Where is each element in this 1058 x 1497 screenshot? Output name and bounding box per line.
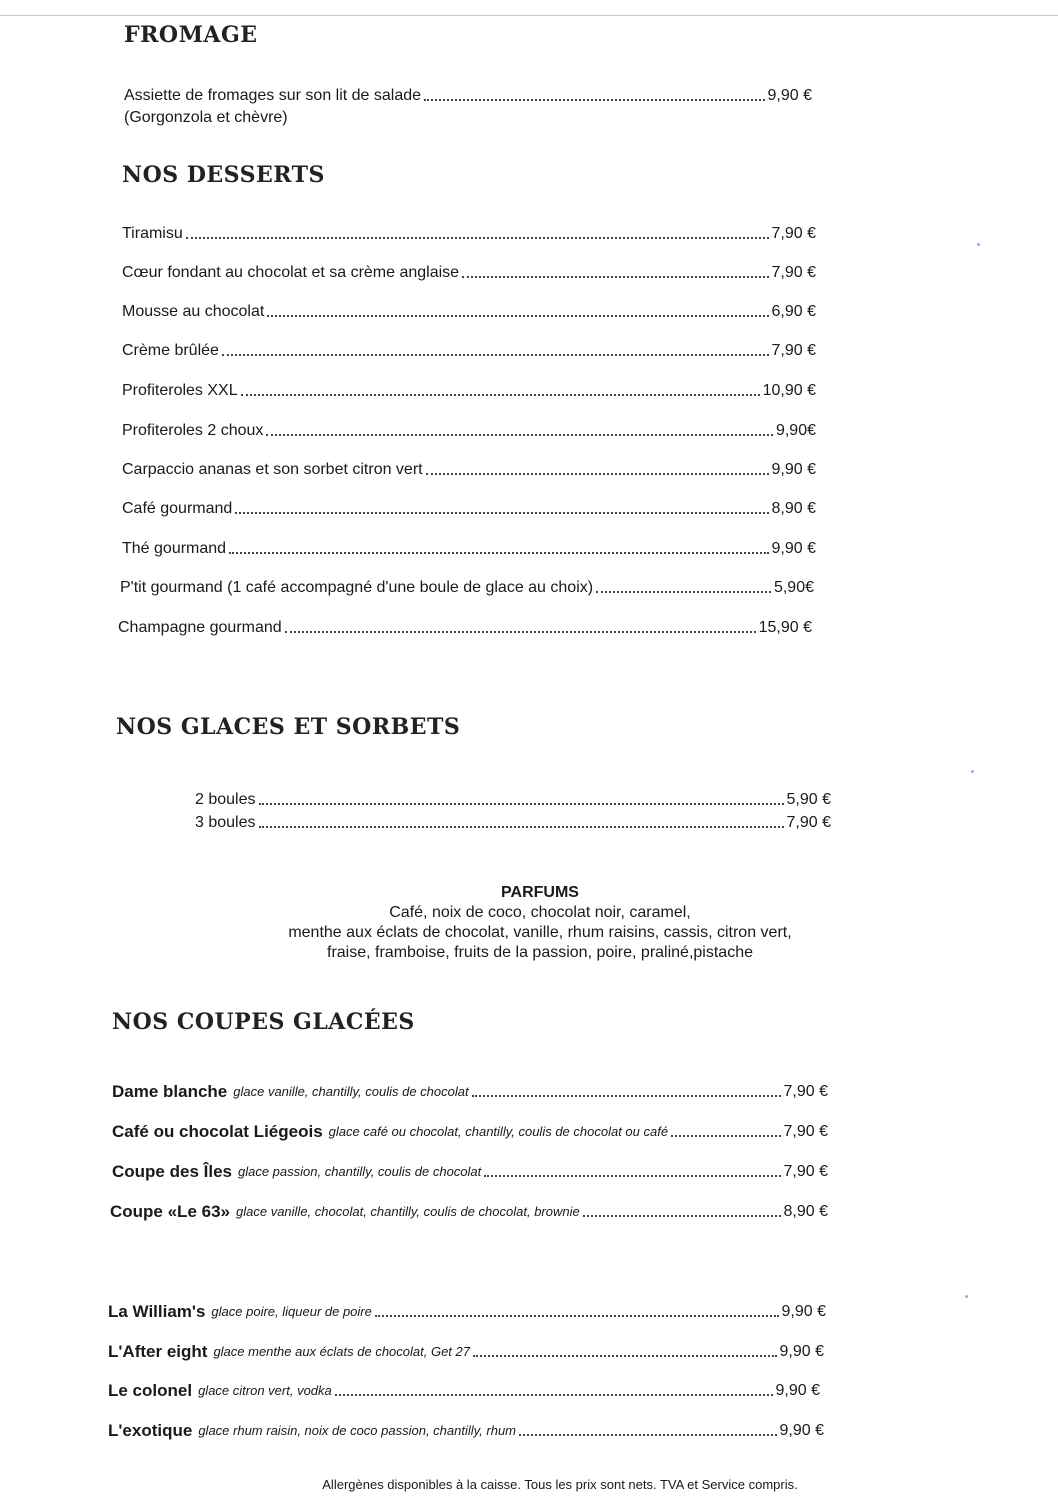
leader-dots <box>426 473 769 475</box>
item-name: Coupe «Le 63» <box>110 1202 230 1221</box>
leader-dots <box>285 631 756 633</box>
leader-dots <box>375 1315 779 1317</box>
item-name: Champagne gourmand <box>118 619 282 636</box>
section-title-glaces: NOS GLACES ET SORBETS <box>116 714 461 740</box>
menu-item <box>122 381 816 401</box>
leader-dots <box>241 394 760 396</box>
menu-item <box>122 539 816 559</box>
item-price: 9,90 € <box>771 461 816 478</box>
item-description: glace vanille, chocolat, chantilly, coulis de chocolat, brownie <box>236 1204 580 1219</box>
menu-item <box>112 1122 828 1142</box>
item-name: Cœur fondant au chocolat et sa crème anglaise <box>122 264 460 281</box>
item-price: 9,90 € <box>781 1303 826 1320</box>
item-name: Coupe des Îles <box>112 1162 232 1181</box>
item-price: 15,90 € <box>758 619 812 636</box>
menu-item <box>108 1342 824 1362</box>
item-description: glace citron vert, vodka <box>198 1383 332 1398</box>
parfums-line: fraise, framboise, fruits de la passion, poire, praliné,pistache <box>327 944 753 961</box>
item-description: glace vanille, chantilly, coulis de chocolat <box>233 1084 469 1099</box>
item-price: 5,90€ <box>773 579 814 596</box>
item-description: glace café ou chocolat, chantilly, coulis de chocolat ou café <box>328 1124 669 1139</box>
item-price: 7,90 € <box>771 264 816 281</box>
item-name: La William's <box>108 1302 206 1321</box>
menu-item-3-boules <box>195 813 831 833</box>
menu-item <box>110 1202 828 1222</box>
item-price: 5,90 € <box>786 791 831 808</box>
leader-dots <box>259 826 784 828</box>
section-title-desserts: NOS DESSERTS <box>122 162 325 188</box>
item-description: glace poire, liqueur de poire <box>211 1304 372 1319</box>
item-price: 6,90 € <box>771 303 816 320</box>
item-name: 3 boules <box>195 814 256 831</box>
scan-speck <box>965 1295 968 1298</box>
parfums-line: menthe aux éclats de chocolat, vanille, rhum raisins, cassis, citron vert, <box>288 924 792 941</box>
item-description: glace rhum raisin, noix de coco passion, chantilly, rhum <box>198 1423 517 1438</box>
leader-dots <box>266 434 773 436</box>
section-title-fromage: FROMAGE <box>124 22 258 48</box>
leader-dots <box>583 1215 781 1217</box>
leader-dots <box>335 1394 773 1396</box>
item-note: (Gorgonzola et chèvre) <box>124 109 288 126</box>
item-description: glace menthe aux éclats de chocolat, Get 27 <box>213 1344 470 1359</box>
menu-item <box>122 499 816 519</box>
item-name: Café gourmand <box>122 500 233 517</box>
item-name: Profiteroles XXL <box>122 382 238 399</box>
item-name: L'exotique <box>108 1421 193 1440</box>
parfums-title: PARFUMS <box>501 884 579 901</box>
item-price: 7,90 € <box>783 1163 828 1180</box>
section-title-coupes: NOS COUPES GLACÉES <box>112 1009 415 1035</box>
parfums-line: Café, noix de coco, chocolat noir, caramel, <box>389 904 691 921</box>
leader-dots <box>186 237 769 239</box>
item-name: Dame blanche <box>112 1082 228 1101</box>
top-rule <box>0 15 1058 16</box>
leader-dots <box>484 1175 780 1177</box>
menu-item-fromage <box>124 86 812 106</box>
item-price: 9,90€ <box>775 422 816 439</box>
item-name: Profiteroles 2 choux <box>122 422 264 439</box>
item-price: 8,90 € <box>771 500 816 517</box>
item-name: P'tit gourmand (1 café accompagné d'une boule de glace au choix) <box>120 579 594 596</box>
menu-item <box>108 1421 824 1441</box>
leader-dots <box>472 1095 781 1097</box>
menu-item <box>122 302 816 322</box>
menu-item-2-boules <box>195 790 831 810</box>
item-name: Café ou chocolat Liégeois <box>112 1122 323 1141</box>
menu-item <box>122 421 816 441</box>
item-price: 8,90 € <box>783 1203 828 1220</box>
item-price: 7,90 € <box>771 225 816 242</box>
item-price: 9,90 € <box>771 540 816 557</box>
leader-dots <box>259 803 784 805</box>
leader-dots <box>473 1355 777 1357</box>
scan-speck <box>971 770 974 773</box>
menu-item <box>122 341 816 361</box>
menu-item <box>108 1381 820 1401</box>
leader-dots <box>222 354 769 356</box>
item-name: Thé gourmand <box>122 540 227 557</box>
leader-dots <box>229 552 768 554</box>
item-price: 7,90 € <box>783 1123 828 1140</box>
item-name: Carpaccio ananas et son sorbet citron vert <box>122 461 423 478</box>
leader-dots <box>671 1135 780 1137</box>
item-name: Assiette de fromages sur son lit de salade <box>124 87 422 104</box>
menu-item <box>108 1302 826 1322</box>
item-price: 9,90 € <box>775 1382 820 1399</box>
parfums-block <box>200 883 880 963</box>
item-price: 9,90 € <box>767 87 812 104</box>
leader-dots <box>596 591 771 593</box>
menu-item <box>112 1082 828 1102</box>
item-name: Le colonel <box>108 1381 193 1400</box>
menu-item <box>122 460 816 480</box>
item-name: Mousse au chocolat <box>122 303 265 320</box>
leader-dots <box>424 99 764 101</box>
menu-item <box>122 224 816 244</box>
item-name: L'After eight <box>108 1342 208 1361</box>
item-price: 9,90 € <box>779 1343 824 1360</box>
item-name: Tiramisu <box>122 225 183 242</box>
scan-speck <box>977 243 980 246</box>
item-price: 7,90 € <box>783 1083 828 1100</box>
item-description: glace passion, chantilly, coulis de chocolat <box>237 1164 482 1179</box>
menu-item <box>118 618 812 638</box>
menu-item <box>120 578 814 598</box>
item-price: 7,90 € <box>786 814 831 831</box>
item-price: 7,90 € <box>771 342 816 359</box>
menu-item <box>122 263 816 283</box>
leader-dots <box>235 512 768 514</box>
item-price: 9,90 € <box>779 1422 824 1439</box>
leader-dots <box>462 276 768 278</box>
footer-note: Allergènes disponibles à la caisse. Tous les prix sont nets. TVA et Service compris. <box>322 1477 798 1492</box>
leader-dots <box>519 1434 777 1436</box>
menu-item <box>112 1162 828 1182</box>
item-name: 2 boules <box>195 791 256 808</box>
leader-dots <box>267 315 768 317</box>
item-name: Crème brûlée <box>122 342 219 359</box>
item-price: 10,90 € <box>762 382 816 399</box>
